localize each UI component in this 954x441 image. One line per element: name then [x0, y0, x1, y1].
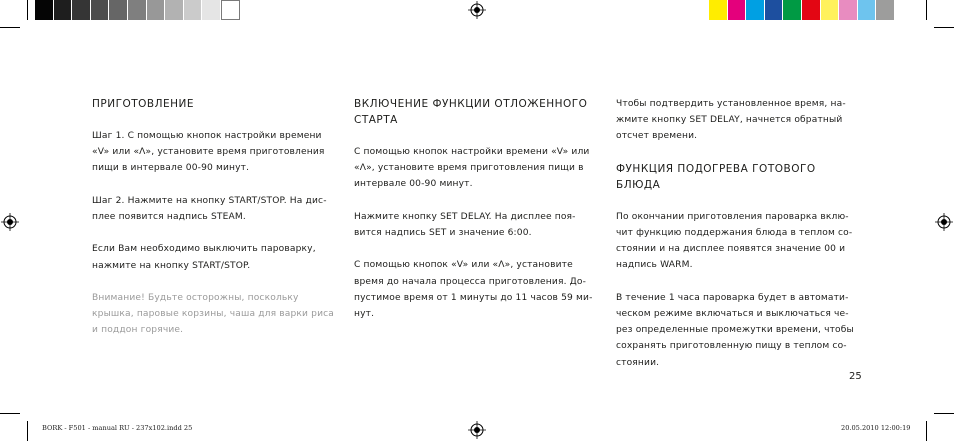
paragraph: С помощью кнопок настройки времени «V» или «Λ», установите время приготовления пищи в интервале 00-90 минут.: [354, 147, 590, 190]
grayscale-color-bar: [35, 0, 240, 20]
registration-mark-icon: [1, 213, 19, 231]
color-swatch: [728, 0, 747, 20]
color-swatch: [35, 0, 54, 20]
section-heading: ПРИГОТОВЛЕНИЕ: [92, 98, 195, 110]
registration-mark-icon: [468, 1, 486, 19]
crop-mark: [0, 413, 20, 414]
color-swatch: [821, 0, 840, 20]
color-swatch: [876, 0, 895, 20]
color-swatch: [72, 0, 91, 20]
registration-mark-icon: [468, 421, 486, 439]
color-swatch: [202, 0, 221, 20]
registration-mark-icon: [935, 213, 953, 231]
color-swatch: [858, 0, 877, 20]
color-swatch: [165, 0, 184, 20]
process-color-bar: [709, 0, 895, 20]
crop-mark: [27, 421, 28, 441]
section-heading: ФУНКЦИЯ ПОДОГРЕВА ГОТОВОГО БЛЮДА: [616, 162, 816, 191]
paragraph: В течение 1 часа пароварка будет в автомати-ческом режиме включаться и выключаться че-рез определенные промежутки времени, чтобы сохранять приготовленную пищу в теплом со-стоянии.: [616, 292, 854, 368]
section-heading: ВКЛЮЧЕНИЕ ФУНКЦИИ ОТЛОЖЕННОГО СТАРТА: [354, 98, 588, 126]
color-swatch: [709, 0, 728, 20]
crop-mark: [934, 413, 954, 414]
crop-mark: [934, 27, 954, 28]
column-cooking: [92, 96, 337, 355]
crop-mark: [27, 0, 28, 20]
page-number: 25: [849, 371, 862, 382]
color-swatch: [128, 0, 147, 20]
paragraph: С помощью кнопок «V» или «Λ», установите время до начала процесса приготовления. До-пустимое время от 1 минуты до 11 часов 59 ми-нут.: [354, 260, 593, 319]
paragraph: Шаг 1. С помощью кнопок настройки времени «V» или «Λ», установите время приготовления пищи в интервале 00-90 минут.: [92, 131, 325, 174]
color-swatch: [109, 0, 128, 20]
color-swatch: [184, 0, 203, 20]
file-slug: BORK - F501 - manual RU - 237x102.indd 25: [42, 424, 193, 432]
color-swatch: [91, 0, 110, 20]
column-delayed-start: [354, 96, 599, 338]
color-swatch: [221, 0, 240, 20]
crop-mark: [926, 0, 927, 20]
paragraph: Шаг 2. Нажмите на кнопку START/STOP. На дис-плее появится надпись STEAM.: [92, 195, 327, 222]
color-swatch: [54, 0, 73, 20]
timestamp-slug: 20.05.2010 12:00:19: [841, 424, 911, 432]
color-swatch: [839, 0, 858, 20]
paragraph: По окончании приготовления пароварка вклю-чит функцию поддержания блюда в теплом со-стоянии и на дисплее появятся значение 00 и надпись WARM.: [616, 211, 853, 271]
color-swatch: [783, 0, 802, 20]
column-keep-warm: [616, 96, 861, 387]
color-swatch: [765, 0, 784, 20]
crop-mark: [0, 27, 20, 28]
warning-note: Внимание! Будьте осторожны, поскольку крышка, паровые корзины, чаша для варки риса и поддон горячие.: [92, 292, 335, 336]
color-swatch: [802, 0, 821, 20]
color-swatch: [746, 0, 765, 20]
paragraph: Нажмите кнопку SET DELAY. На дисплее поя-вится надпись SET и значение 6:00.: [354, 211, 576, 238]
color-swatch: [147, 0, 166, 20]
crop-mark: [926, 421, 927, 441]
paragraph: Если Вам необходимо выключить пароварку, нажмите на кнопку START/STOP.: [92, 244, 316, 271]
paragraph: Чтобы подтвердить установленное время, на-жмите кнопку SET DELAY, начнется обратный отсчет времени.: [616, 99, 846, 142]
